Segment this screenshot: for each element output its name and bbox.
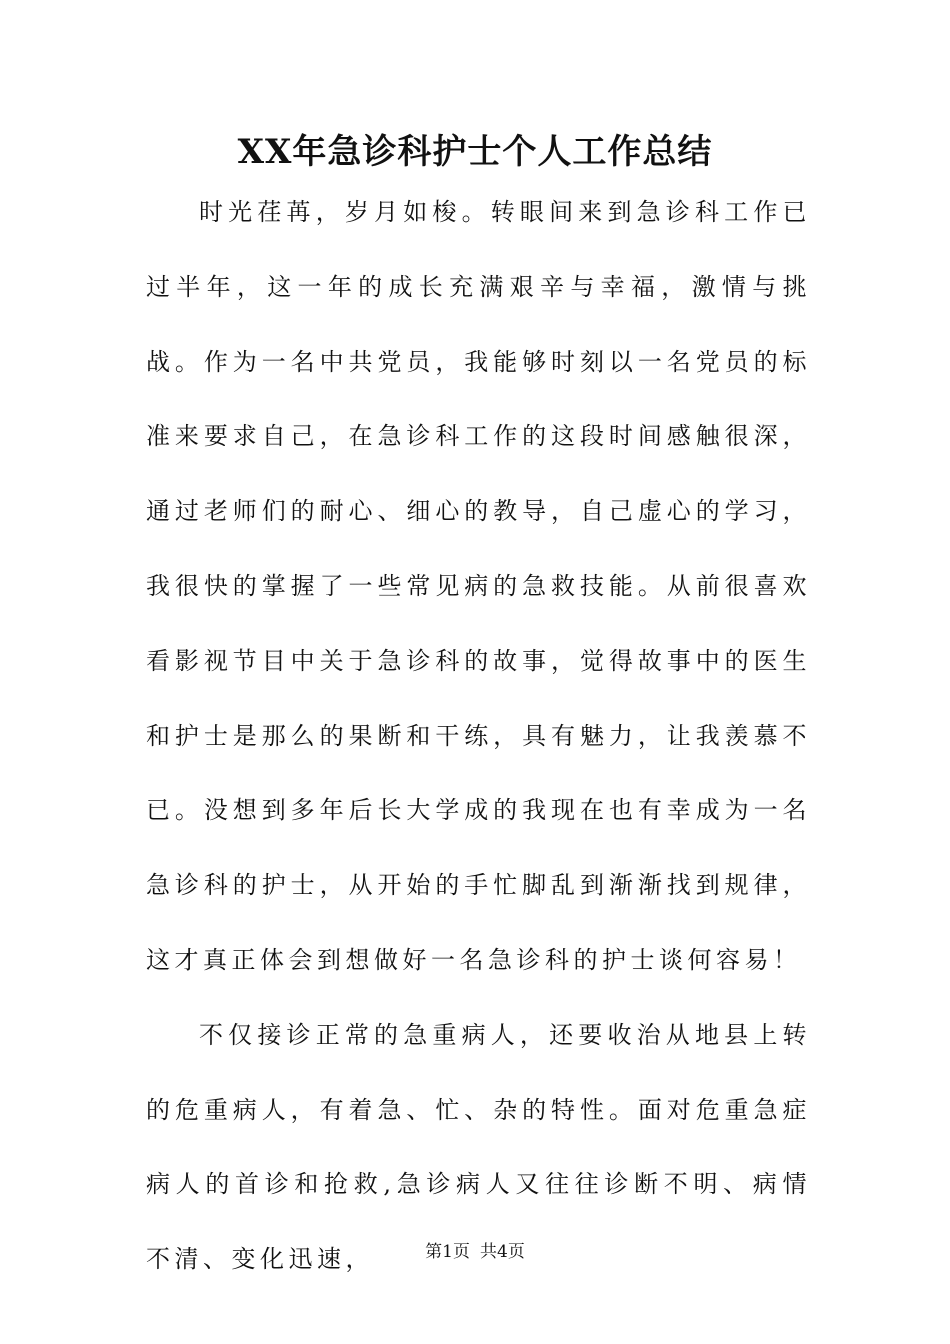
page-total: 共4页	[480, 1242, 525, 1262]
page-number: 第1页	[425, 1242, 470, 1262]
paragraph-1: 时光荏苒，岁月如梭。转眼间来到急诊科工作已过半年，这一年的成长充满艰辛与幸福，激情与挑战。作为一名中共党员，我能够时刻以一名党员的标准来要求自己，在急诊科工作的这段时间感触很深，通过老师们的耐心、细心的教导，自己虚心的学习，我很快的掌握了一些常见病的急救技能。从前很喜欢看影视节目中关于急诊科的故事，觉得故事中的医生和护士是那么的果断和干练，具有魅力，让我羡慕不已。没想到多年后长大学成的我现在也有幸成为一名急诊科的护士，从开始的手忙脚乱到渐渐找到规律，这才真正体会到想做好一名急诊科的护士谈何容易！	[146, 198, 811, 974]
document-body	[146, 175, 811, 1297]
paragraph-2: 不仅接诊正常的急重病人，还要收治从地县上转的危重病人，有着急、忙、杂的特性。面对危重急症病人的首诊和抢救,急诊病人又往往诊断不明、病情不清、变化迅速，	[146, 1020, 811, 1274]
page-footer	[0, 1240, 950, 1264]
document-title: XX年急诊科护士个人工作总结	[237, 132, 713, 172]
